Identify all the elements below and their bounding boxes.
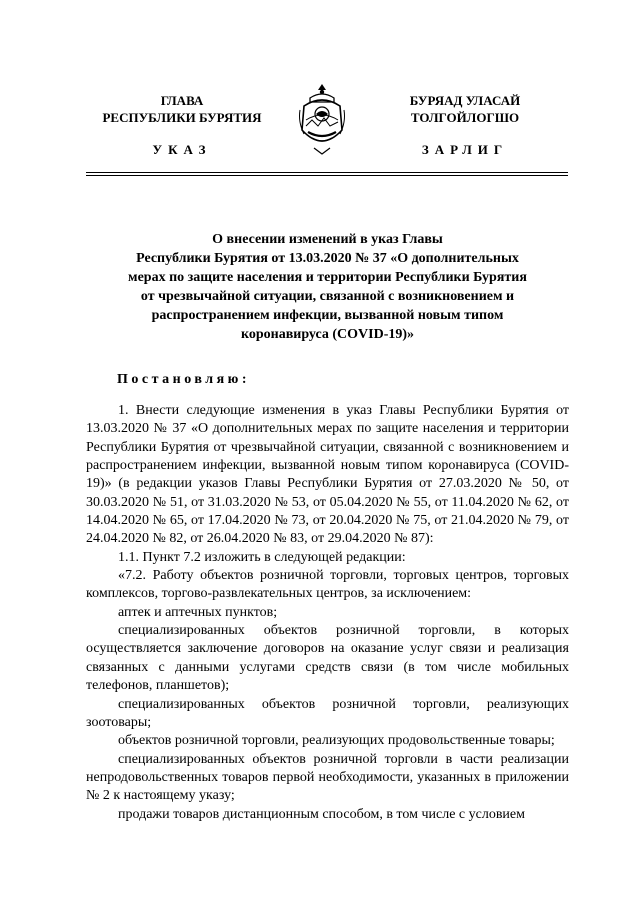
- header-left: [82, 92, 282, 126]
- decree-label-bua: ЗАРЛИГ: [421, 142, 509, 157]
- document-body: [86, 402, 569, 824]
- header-divider-top: [86, 172, 568, 173]
- paragraph: специализированных объектов розничной торговли в части реализации непродовольственных товаров первой необходимости, указанных в приложении № 2 к настоящему указу;: [86, 751, 569, 804]
- paragraph: «7.2. Работу объектов розничной торговли, торговых центров, торговых комплексов, торгово-развлекательных центров, за исключением:: [86, 568, 569, 602]
- header-right: [365, 92, 565, 126]
- title-line: коронавируса (COVID-19)»: [240, 327, 415, 342]
- decree-label-ru: УКАЗ: [152, 142, 212, 157]
- header-left-line1: ГЛАВА: [160, 93, 204, 108]
- title-line: Республики Бурятия от 13.03.2020 № 37 «О дополнительных: [136, 251, 519, 266]
- title-line: мерах по защите населения и территории Республики Бурятия: [128, 270, 527, 285]
- title-line: от чрезвычайной ситуации, связанной с возникновением и: [140, 289, 515, 304]
- coat-of-arms-icon: [296, 80, 348, 158]
- paragraph: аптек и аптечных пунктов;: [118, 604, 278, 620]
- header-right-line1: БУРЯАД УЛАСАЙ: [409, 93, 521, 108]
- paragraph: специализированных объектов розничной торговли, в которых осуществляется заключение договоров на оказание услуг связи и реализация связанных с данными услугами средств связи (в том числе мобильных телефонов, планшетов);: [86, 623, 569, 694]
- paragraph: объектов розничной торговли, реализующих продовольственные товары;: [118, 733, 555, 749]
- document-title: [100, 230, 555, 344]
- paragraph: продажи товаров дистанционным способом, в том числе с условием: [118, 806, 525, 822]
- paragraph: специализированных объектов розничной торговли, реализующих зоотовары;: [86, 696, 569, 730]
- paragraph: 1.1. Пункт 7.2 изложить в следующей редакции:: [118, 549, 406, 565]
- title-line: распространением инфекции, вызванной новым типом: [151, 308, 504, 323]
- header-right-line2: ТОЛГОЙЛОГШО: [410, 110, 520, 125]
- resolve-heading: Постановляю:: [117, 372, 251, 387]
- title-line: О внесении изменений в указ Главы: [212, 232, 443, 247]
- header-left-line2: РЕСПУБЛИКИ БУРЯТИЯ: [102, 110, 262, 125]
- header-divider-bottom: [86, 175, 568, 176]
- paragraph: 1. Внести следующие изменения в указ Главы Республики Бурятия от 13.03.2020 № 37 «О дополнительных мерах по защите населения и территории Республики Бурятия от чрезвычайной ситуации, связанной с возникновением и распространением инфекции, вызванной новым типом коронавируса (COVID-19)» (в редакции указов Главы Республики Бурятия от 27.03.2020 № 50, от 30.03.2020 № 51, от 31.03.2020 № 53, от 05.04.2020 № 55, от 11.04.2020 № 62, от 14.04.2020 № 65, от 17.04.2020 № 73, от 20.04.2020 № 75, от 21.04.2020 № 79, от 24.04.2020 № 82, от 26.04.2020 № 83, от 29.04.2020 № 87):: [86, 403, 569, 547]
